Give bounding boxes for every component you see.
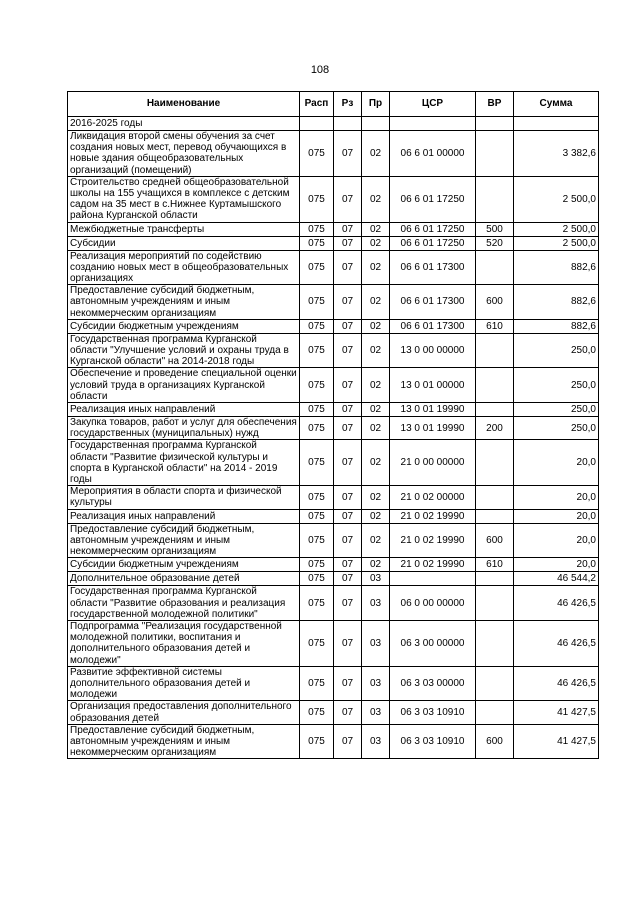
row-vr: 610: [476, 319, 514, 333]
row-name: Организация предоставления дополнительного образования детей: [68, 701, 300, 724]
row-rz: 07: [334, 701, 362, 724]
row-name: Межбюджетные трансферты: [68, 222, 300, 236]
row-rz: 07: [334, 486, 362, 509]
row-pr: 02: [362, 509, 390, 523]
row-name: Государственная программа Курганской области "Улучшение условий и охраны труда в Курганской области" на 2014-2018 годы: [68, 333, 300, 368]
row-csr: 21 0 00 00000: [390, 440, 476, 486]
row-csr: 06 6 01 17250: [390, 176, 476, 222]
table-row: [68, 558, 599, 572]
intro-row: [68, 117, 599, 131]
row-rz: 07: [334, 586, 362, 621]
row-csr: 06 3 03 10910: [390, 701, 476, 724]
column-header-vr: ВР: [476, 92, 514, 117]
table-row: [68, 620, 599, 666]
row-name: Закупка товаров, работ и услуг для обеспечения государственных (муниципальных) нужд: [68, 417, 300, 440]
row-rz: 07: [334, 131, 362, 177]
row-vr: [476, 440, 514, 486]
row-csr: 06 6 01 00000: [390, 131, 476, 177]
row-vr: 600: [476, 724, 514, 759]
row-vr: 600: [476, 285, 514, 320]
row-rasp: 075: [300, 586, 334, 621]
row-rasp: 075: [300, 701, 334, 724]
row-vr: [476, 250, 514, 285]
row-rasp: 075: [300, 403, 334, 417]
row-sum: 41 427,5: [514, 701, 599, 724]
row-rz: 07: [334, 440, 362, 486]
row-csr: 13 0 01 00000: [390, 368, 476, 403]
row-csr: 06 3 03 00000: [390, 666, 476, 701]
row-vr: [476, 176, 514, 222]
row-vr: 600: [476, 523, 514, 558]
row-vr: [476, 333, 514, 368]
row-pr: 02: [362, 417, 390, 440]
table-row: [68, 176, 599, 222]
row-rz: 07: [334, 620, 362, 666]
row-name: Развитие эффективной системы дополнительного образования детей и молодежи: [68, 666, 300, 701]
row-rasp: 075: [300, 333, 334, 368]
row-vr: [476, 131, 514, 177]
row-vr: [476, 620, 514, 666]
row-pr: 02: [362, 368, 390, 403]
row-sum: 46 426,5: [514, 666, 599, 701]
row-rasp: 075: [300, 131, 334, 177]
row-sum: 46 544,2: [514, 572, 599, 586]
row-rz: 07: [334, 176, 362, 222]
row-csr: 06 3 03 10910: [390, 724, 476, 759]
row-rz: 07: [334, 368, 362, 403]
row-name: Предоставление субсидий бюджетным, автономным учреждениям и иным некоммерческим организациям: [68, 523, 300, 558]
column-header-pr: Пр: [362, 92, 390, 117]
row-rz: 07: [334, 417, 362, 440]
row-pr: 03: [362, 620, 390, 666]
row-sum: 882,6: [514, 250, 599, 285]
budget-table: [67, 91, 599, 759]
table-row: [68, 131, 599, 177]
row-csr: 06 3 00 00000: [390, 620, 476, 666]
table-row: [68, 586, 599, 621]
row-sum: 250,0: [514, 368, 599, 403]
row-rasp: 075: [300, 236, 334, 250]
row-vr: [476, 403, 514, 417]
row-pr: 03: [362, 701, 390, 724]
row-rz: 07: [334, 523, 362, 558]
row-sum: 20,0: [514, 523, 599, 558]
row-rz: 07: [334, 558, 362, 572]
row-rasp: 075: [300, 222, 334, 236]
column-header-sum: Сумма: [514, 92, 599, 117]
table-row: [68, 236, 599, 250]
row-name: Субсидии бюджетным учреждениям: [68, 319, 300, 333]
row-rasp: 075: [300, 666, 334, 701]
row-csr: 21 0 02 00000: [390, 486, 476, 509]
row-csr: 21 0 02 19990: [390, 558, 476, 572]
row-sum: 46 426,5: [514, 586, 599, 621]
row-name: Ликвидация второй смены обучения за счет создания новых мест, перевод обучающихся в новые здания общеобразовательных организаций (помещений): [68, 131, 300, 177]
row-name: Обеспечение и проведение специальной оценки условий труда в организациях Курганской области: [68, 368, 300, 403]
row-rz: 07: [334, 724, 362, 759]
row-vr: [476, 572, 514, 586]
row-pr: 02: [362, 222, 390, 236]
row-csr: 13 0 01 19990: [390, 417, 476, 440]
row-rasp: 075: [300, 509, 334, 523]
row-sum: 20,0: [514, 509, 599, 523]
row-pr: 02: [362, 236, 390, 250]
row-rz: 07: [334, 285, 362, 320]
row-vr: [476, 666, 514, 701]
row-rz: 07: [334, 666, 362, 701]
table-row: [68, 250, 599, 285]
row-rasp: 075: [300, 620, 334, 666]
row-rasp: 075: [300, 417, 334, 440]
row-name: Субсидии: [68, 236, 300, 250]
table-row: [68, 701, 599, 724]
row-vr: 610: [476, 558, 514, 572]
row-sum: 2 500,0: [514, 176, 599, 222]
row-csr: 06 0 00 00000: [390, 586, 476, 621]
row-pr: 02: [362, 333, 390, 368]
row-pr: 02: [362, 523, 390, 558]
intro-text: 2016-2025 годы: [68, 117, 300, 131]
row-rasp: 075: [300, 486, 334, 509]
row-sum: 250,0: [514, 417, 599, 440]
row-csr: 06 6 01 17300: [390, 319, 476, 333]
row-csr: [390, 572, 476, 586]
row-vr: 500: [476, 222, 514, 236]
row-rz: 07: [334, 572, 362, 586]
row-pr: 03: [362, 572, 390, 586]
row-rasp: 075: [300, 572, 334, 586]
row-sum: 250,0: [514, 403, 599, 417]
row-pr: 02: [362, 440, 390, 486]
column-header-rz: Рз: [334, 92, 362, 117]
column-header-csr: ЦСР: [390, 92, 476, 117]
row-pr: 02: [362, 558, 390, 572]
row-csr: 13 0 00 00000: [390, 333, 476, 368]
table-row: [68, 486, 599, 509]
row-sum: 882,6: [514, 285, 599, 320]
row-sum: 20,0: [514, 440, 599, 486]
row-pr: 02: [362, 319, 390, 333]
row-name: Дополнительное образование детей: [68, 572, 300, 586]
table-row: [68, 222, 599, 236]
table-header-row: [68, 92, 599, 117]
row-rasp: 075: [300, 319, 334, 333]
row-rasp: 075: [300, 523, 334, 558]
page-number: 108: [310, 64, 330, 76]
row-name: Реализация иных направлений: [68, 509, 300, 523]
row-vr: 520: [476, 236, 514, 250]
row-rasp: 075: [300, 558, 334, 572]
row-pr: 02: [362, 403, 390, 417]
row-rasp: 075: [300, 440, 334, 486]
row-rasp: 075: [300, 368, 334, 403]
row-csr: 06 6 01 17250: [390, 222, 476, 236]
row-sum: 41 427,5: [514, 724, 599, 759]
table-row: [68, 440, 599, 486]
row-rz: 07: [334, 403, 362, 417]
row-pr: 02: [362, 486, 390, 509]
row-csr: 21 0 02 19990: [390, 523, 476, 558]
row-vr: [476, 701, 514, 724]
row-sum: 250,0: [514, 333, 599, 368]
row-name: Государственная программа Курганской области "Развитие образования и реализация государственной молодежной политики": [68, 586, 300, 621]
row-csr: 06 6 01 17300: [390, 285, 476, 320]
row-csr: 13 0 01 19990: [390, 403, 476, 417]
row-vr: [476, 509, 514, 523]
row-pr: 02: [362, 131, 390, 177]
table-row: [68, 523, 599, 558]
row-pr: 03: [362, 666, 390, 701]
row-pr: 03: [362, 724, 390, 759]
row-rz: 07: [334, 319, 362, 333]
table-row: [68, 417, 599, 440]
row-rasp: 075: [300, 250, 334, 285]
row-name: Субсидии бюджетным учреждениям: [68, 558, 300, 572]
row-csr: 06 6 01 17250: [390, 236, 476, 250]
row-vr: [476, 486, 514, 509]
row-name: Мероприятия в области спорта и физической культуры: [68, 486, 300, 509]
row-sum: 2 500,0: [514, 222, 599, 236]
row-name: Подпрограмма "Реализация государственной молодежной политики, воспитания и дополнительного образования детей и молодежи": [68, 620, 300, 666]
row-vr: 200: [476, 417, 514, 440]
row-pr: 02: [362, 176, 390, 222]
row-vr: [476, 368, 514, 403]
row-name: Государственная программа Курганской области "Развитие физической культуры и спорта в Курганской области" на 2014 - 2019 годы: [68, 440, 300, 486]
row-sum: 20,0: [514, 558, 599, 572]
table-row: [68, 403, 599, 417]
table-row: [68, 319, 599, 333]
row-csr: 21 0 02 19990: [390, 509, 476, 523]
row-vr: [476, 586, 514, 621]
row-rz: 07: [334, 250, 362, 285]
row-rz: 07: [334, 236, 362, 250]
row-name: Реализация мероприятий по содействию созданию новых мест в общеобразовательных организациях: [68, 250, 300, 285]
row-rasp: 075: [300, 724, 334, 759]
table-row: [68, 572, 599, 586]
row-sum: 2 500,0: [514, 236, 599, 250]
row-rasp: 075: [300, 176, 334, 222]
table-row: [68, 724, 599, 759]
row-name: Реализация иных направлений: [68, 403, 300, 417]
table-row: [68, 285, 599, 320]
row-rasp: 075: [300, 285, 334, 320]
row-sum: 20,0: [514, 486, 599, 509]
row-pr: 02: [362, 285, 390, 320]
row-rz: 07: [334, 222, 362, 236]
column-header-name: Наименование: [68, 92, 300, 117]
row-sum: 882,6: [514, 319, 599, 333]
row-sum: 46 426,5: [514, 620, 599, 666]
row-pr: 02: [362, 250, 390, 285]
table-row: [68, 666, 599, 701]
row-csr: 06 6 01 17300: [390, 250, 476, 285]
row-rz: 07: [334, 333, 362, 368]
table-row: [68, 509, 599, 523]
row-pr: 03: [362, 586, 390, 621]
row-name: Предоставление субсидий бюджетным, автономным учреждениям и иным некоммерческим организациям: [68, 724, 300, 759]
row-rz: 07: [334, 509, 362, 523]
row-name: Предоставление субсидий бюджетным, автономным учреждениям и иным некоммерческим организациям: [68, 285, 300, 320]
column-header-rasp: Расп: [300, 92, 334, 117]
row-name: Строительство средней общеобразовательной школы на 155 учащихся в комплексе с детским садом на 35 мест в с.Нижнее Куртамышского района Курганской области: [68, 176, 300, 222]
table-row: [68, 368, 599, 403]
table-row: [68, 333, 599, 368]
row-sum: 3 382,6: [514, 131, 599, 177]
